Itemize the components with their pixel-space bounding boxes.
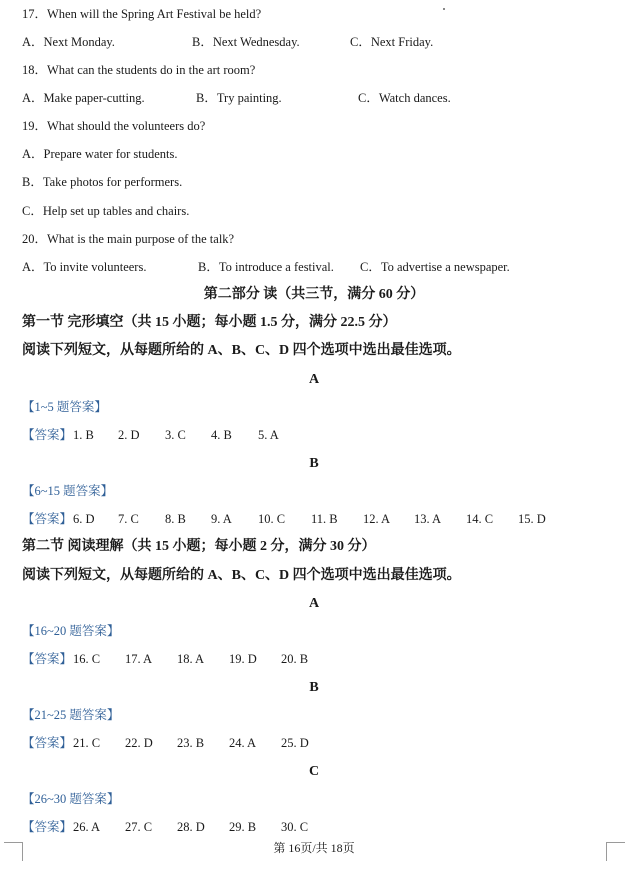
answer-30: 30. C [281, 820, 309, 834]
answer-label: 【答案】 [22, 736, 73, 750]
answer-2: 2. D [118, 428, 140, 442]
answer-29: 29. B [229, 820, 257, 834]
answer-25: 25. D [281, 736, 309, 750]
answer-8: 8. B [165, 512, 186, 526]
part2-title: 第二部分 读（共三节，满分 60 分） [203, 287, 425, 302]
section2-passage-b-letter: B [309, 680, 319, 695]
answer-17: 17. A [125, 652, 153, 666]
speck-mark [443, 8, 445, 10]
question-19-stem: 19．What should the volunteers do? [22, 119, 206, 133]
section2-passage-c-range: 【26~30 题答案】 [22, 792, 120, 806]
section1-passage-a-range: 【1~5 题答案】 [22, 400, 107, 414]
section2-title: 第二节 阅读理解（共 15 小题；每小题 2 分，满分 30 分） [22, 539, 376, 554]
page-footer: 第 16页/共 18页 [273, 841, 355, 855]
answer-7: 7. C [118, 512, 139, 526]
q19-option-b: B．Take photos for performers. [22, 175, 183, 189]
answer-3: 3. C [165, 428, 186, 442]
section1-passage-b-range: 【6~15 题答案】 [22, 484, 114, 498]
answer-15: 15. D [518, 512, 546, 526]
answer-18: 18. A [177, 652, 205, 666]
answer-19: 19. D [229, 652, 257, 666]
answer-16: 16. C [73, 652, 101, 666]
q17-option-a: A．Next Monday. [22, 35, 115, 49]
answer-12: 12. A [363, 512, 391, 526]
section2-passage-a-letter: A [308, 596, 320, 611]
answer-14: 14. C [466, 512, 494, 526]
answer-13: 13. A [414, 512, 442, 526]
answer-5: 5. A [258, 428, 279, 442]
q17-option-c: C．Next Friday. [350, 35, 434, 49]
answer-label: 【答案】 [22, 652, 73, 666]
section2-passage-a-range: 【16~20 题答案】 [22, 624, 120, 638]
answer-9: 9. A [211, 512, 232, 526]
section2-passage-b-range: 【21~25 题答案】 [22, 708, 120, 722]
answer-label: 【答案】 [22, 820, 73, 834]
answer-10: 10. C [258, 512, 286, 526]
section1-passage-a-letter: A [308, 372, 320, 387]
q17-option-b: B．Next Wednesday. [192, 35, 300, 49]
question-20-stem: 20．What is the main purpose of the talk? [22, 232, 235, 246]
answer-26: 26. A [73, 820, 101, 834]
section2-instruction: 阅读下列短文，从每题所给的 A、B、C、D 四个选项中选出最佳选项。 [22, 568, 461, 583]
q20-option-a: A．To invite volunteers. [22, 260, 147, 274]
question-18-stem: 18．What can the students do in the art room? [22, 63, 256, 77]
section1-instruction: 阅读下列短文，从每题所给的 A、B、C、D 四个选项中选出最佳选项。 [22, 343, 461, 358]
q18-option-c: C．Watch dances. [358, 91, 451, 105]
answer-label: 【答案】 [22, 428, 73, 442]
answer-1: 1. B [73, 428, 94, 442]
answer-24: 24. A [229, 736, 257, 750]
answer-22: 22. D [125, 736, 153, 750]
q19-option-a: A．Prepare water for students. [22, 147, 178, 161]
answer-28: 28. D [177, 820, 205, 834]
answer-6: 6. D [73, 512, 95, 526]
q19-option-c: C．Help set up tables and chairs. [22, 204, 190, 218]
answer-20: 20. B [281, 652, 309, 666]
answer-4: 4. B [211, 428, 232, 442]
answer-23: 23. B [177, 736, 205, 750]
answer-11: 11. B [311, 512, 338, 526]
answer-21: 21. C [73, 736, 101, 750]
answer-27: 27. C [125, 820, 153, 834]
section2-passage-c-letter: C [308, 764, 320, 779]
section1-title: 第一节 完形填空（共 15 小题；每小题 1.5 分，满分 22.5 分） [22, 315, 397, 330]
answer-label: 【答案】 [22, 512, 73, 526]
q20-option-c: C．To advertise a newspaper. [360, 260, 510, 274]
q18-option-b: B．Try painting. [196, 91, 282, 105]
q18-option-a: A．Make paper-cutting. [22, 91, 145, 105]
q20-option-b: B．To introduce a festival. [198, 260, 334, 274]
section1-passage-b-letter: B [309, 456, 319, 471]
question-17-stem: 17．When will the Spring Art Festival be held? [22, 7, 262, 21]
